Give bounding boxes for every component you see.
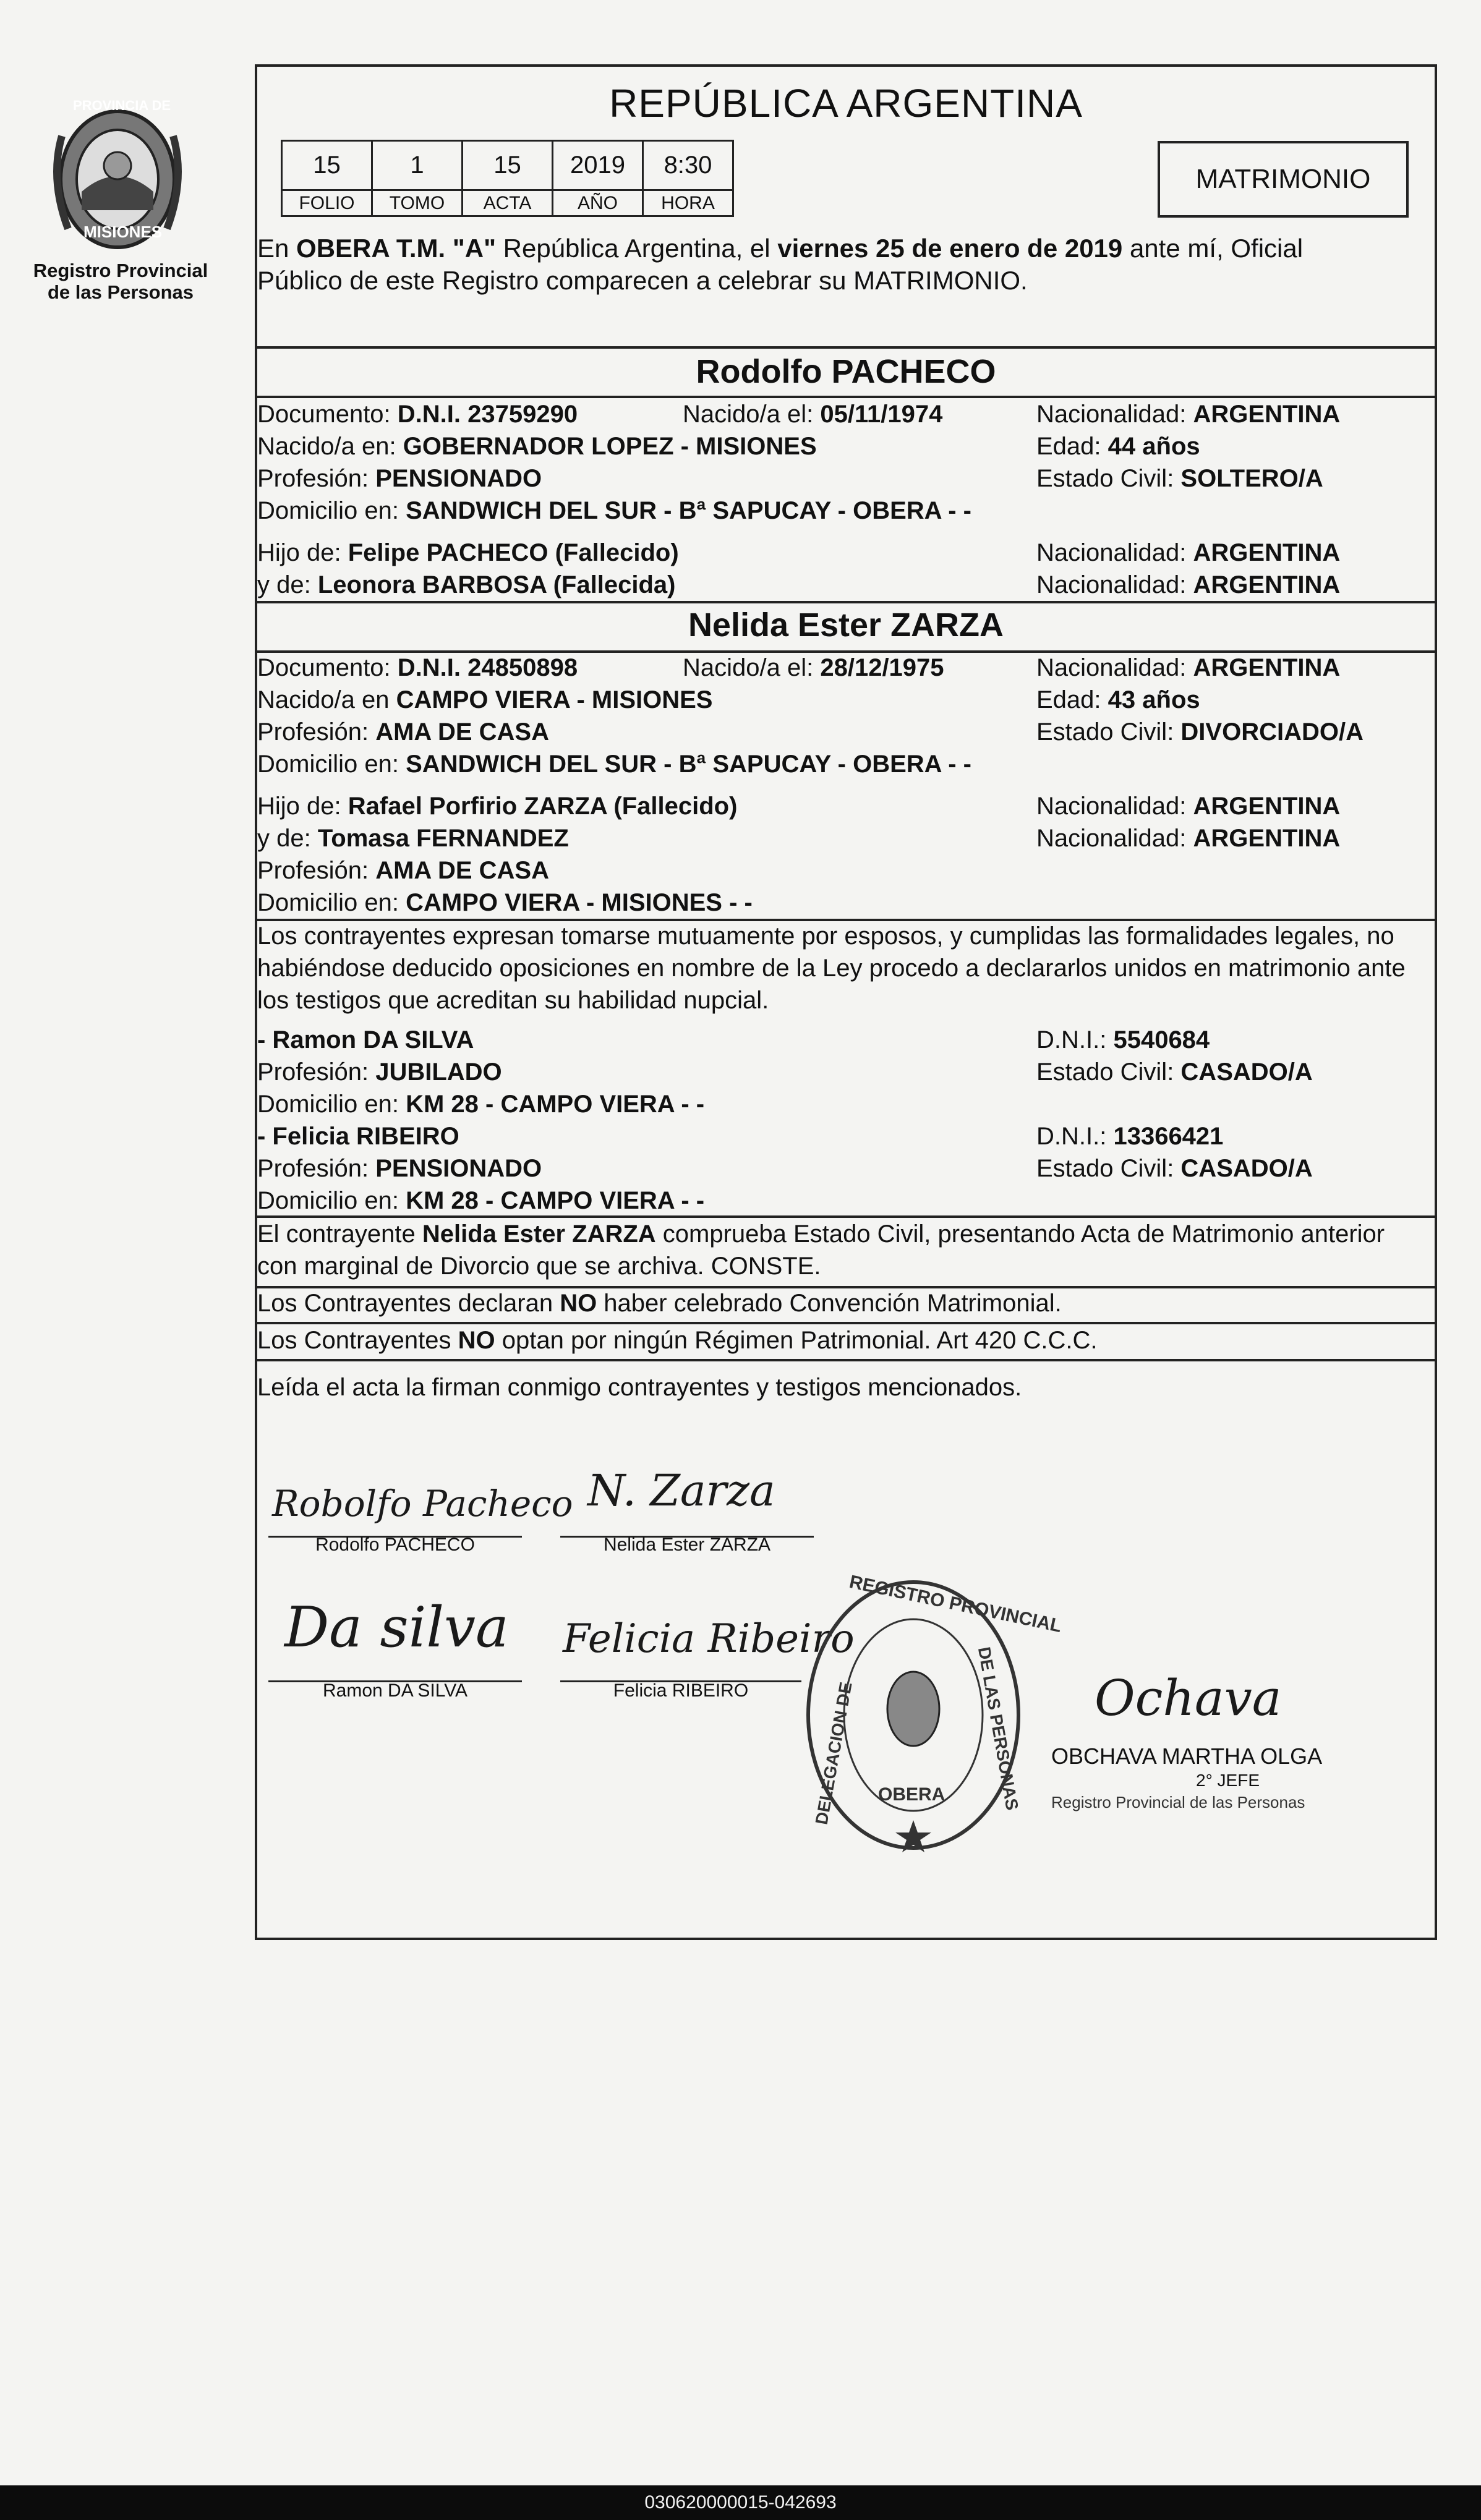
intro-line1 — [257, 232, 1303, 265]
intro-line2: Público de este Registro comparecen a celebrar su MATRIMONIO. — [257, 266, 1028, 295]
label: y de: — [257, 825, 318, 852]
anio-label: AÑO — [553, 190, 643, 216]
label: Domicilio en: — [257, 751, 406, 778]
witness1-dni — [1036, 1024, 1210, 1056]
folio-label: FOLIO — [282, 190, 372, 216]
groom-place: GOBERNADOR LOPEZ - MISIONES — [403, 433, 817, 460]
groom-profession — [257, 462, 542, 495]
groom-civil-status — [1036, 462, 1323, 495]
groom-mother-nationality — [1036, 569, 1340, 601]
label: Documento: — [257, 654, 398, 681]
witness1-profession — [257, 1056, 502, 1088]
label: y de: — [257, 571, 318, 598]
groom-name: Rodolfo PACHECO — [696, 353, 996, 390]
bride-dom: SANDWICH DEL SUR - Bª SAPUCAY - OBERA - - — [406, 751, 971, 778]
witness2-name — [257, 1120, 459, 1152]
bride-mother-name: Tomasa FERNANDEZ — [317, 825, 569, 852]
groom-father-nationality — [1036, 537, 1340, 569]
groom-nationality — [1036, 398, 1340, 430]
groom-father — [257, 537, 679, 569]
witness1-signature-label: Ramon DA SILVA — [323, 1680, 467, 1701]
bride-mother-prof: AMA DE CASA — [375, 857, 549, 884]
label: Nacionalidad: — [1036, 539, 1193, 566]
civil-note-a: El contrayente — [257, 1220, 422, 1248]
bride-nationality — [1036, 652, 1340, 684]
official-signature: Ochava — [1095, 1669, 1282, 1727]
logo-line1: Registro Provincial — [33, 260, 208, 281]
convention-a2: Los Contrayentes — [257, 1327, 458, 1354]
document-code: 030620000015-042693 — [0, 2485, 1481, 2520]
hora-value: 8:30 — [643, 141, 733, 190]
declaration-line1: Los contrayentes expresan tomarse mutuamente por esposos, y cumplidas las formalidades legales, no — [257, 922, 1394, 950]
label: Nacionalidad: — [1036, 654, 1193, 681]
label: Profesión: — [257, 718, 376, 746]
closing-text: Leída el acta la firman conmigo contrayentes y testigos mencionados. — [257, 1374, 1022, 1401]
intro-text-c: ante mí, Oficial — [1122, 234, 1304, 263]
label: Nacionalidad: — [1036, 825, 1193, 852]
label: Profesión: — [257, 1155, 376, 1182]
groom-dni: D.N.I. 23759290 — [397, 401, 578, 428]
label: Profesión: — [257, 465, 376, 492]
stamp-top-text: REGISTRO PROVINCIAL — [847, 1571, 1064, 1637]
label: Edad: — [1036, 686, 1108, 713]
logo-line2: de las Personas — [47, 281, 194, 303]
convention-no2: NO — [458, 1327, 495, 1354]
groom-dom: SANDWICH DEL SUR - Bª SAPUCAY - OBERA - - — [406, 497, 971, 524]
divider — [255, 346, 1437, 349]
label: Domicilio en: — [257, 1187, 406, 1214]
groom-father-nat: ARGENTINA — [1193, 539, 1341, 566]
label: Estado Civil: — [1036, 1058, 1181, 1086]
bride-age-value: 43 años — [1108, 686, 1200, 713]
witness1-civil: CASADO/A — [1180, 1058, 1313, 1086]
witness1-civil-status — [1036, 1056, 1313, 1088]
label: Nacido/a el: — [683, 654, 821, 681]
anio-value: 2019 — [553, 141, 643, 190]
label: Domicilio en: — [257, 889, 406, 916]
label: Estado Civil: — [1036, 465, 1181, 492]
convention-b2: optan por ningún Régimen Patrimonial. Art 420 C.C.C. — [495, 1327, 1098, 1354]
bride-mother-profession — [257, 854, 549, 887]
groom-signature-label: Rodolfo PACHECO — [315, 1535, 475, 1555]
groom-birthdate — [683, 398, 942, 430]
intro-text-b: República Argentina, el — [495, 234, 778, 263]
label: Hijo de: — [257, 539, 348, 566]
bride-mother-dom: CAMPO VIERA - MISIONES - - — [406, 889, 753, 916]
bride-name: Nelida Ester ZARZA — [688, 607, 1004, 644]
witness2-prof: PENSIONADO — [375, 1155, 542, 1182]
bride-mother — [257, 822, 569, 854]
groom-mother-name: Leonora BARBOSA (Fallecida) — [317, 571, 676, 598]
bride-father-nationality — [1036, 790, 1340, 822]
groom-signature: Robolfo Pacheco — [272, 1483, 573, 1525]
bride-signature: N. Zarza — [587, 1465, 775, 1516]
bride-civil-status — [1036, 716, 1364, 748]
label: Nacionalidad: — [1036, 571, 1193, 598]
official-role: 2° JEFE — [1196, 1771, 1260, 1790]
tomo-value: 1 — [372, 141, 463, 190]
civil-note-name: Nelida Ester ZARZA — [422, 1220, 656, 1248]
label: Nacionalidad: — [1036, 401, 1193, 428]
bride-mother-nationality — [1036, 822, 1340, 854]
groom-document — [257, 398, 578, 430]
bride-age — [1036, 684, 1200, 716]
official-office: Registro Provincial de las Personas — [1051, 1793, 1305, 1811]
stamp-city-text: OBERA — [878, 1784, 945, 1805]
bride-birthplace — [257, 684, 713, 716]
bride-document — [257, 652, 578, 684]
intro-date: viernes 25 de enero de 2019 — [777, 234, 1123, 263]
folio-value: 15 — [282, 141, 372, 190]
acta-label: ACTA — [463, 190, 553, 216]
bride-place: CAMPO VIERA - MISIONES — [396, 686, 713, 713]
label: Nacido/a el: — [683, 401, 821, 428]
certificate-type-box: MATRIMONIO — [1158, 141, 1409, 218]
label: Edad: — [1036, 433, 1108, 460]
label: Hijo de: — [257, 793, 348, 820]
witness2-dni-value: 13366421 — [1113, 1123, 1224, 1150]
convention-no1: NO — [560, 1290, 597, 1317]
bride-profession — [257, 716, 549, 748]
logo-seal-text-top: PROVINCIA DE — [73, 98, 171, 113]
witness2-signature: Felicia Ribeiro — [563, 1616, 855, 1662]
groom-age — [1036, 430, 1200, 462]
label: Domicilio en: — [257, 1091, 406, 1118]
witness1-dom: KM 28 - CAMPO VIERA - - — [406, 1091, 705, 1118]
civil-note-line2: con marginal de Divorcio que se archiva. CONSTE. — [257, 1253, 821, 1280]
bride-civil: DIVORCIADO/A — [1180, 718, 1364, 746]
witness1-prof: JUBILADO — [375, 1058, 502, 1086]
witness2-profession — [257, 1152, 542, 1185]
declaration-line3: los testigos que acreditan su habilidad nupcial. — [257, 987, 769, 1014]
witness2-civil-status — [1036, 1152, 1313, 1185]
bride-signature-label: Nelida Ester ZARZA — [603, 1535, 771, 1555]
groom-civil: SOLTERO/A — [1180, 465, 1323, 492]
official-name: OBCHAVA MARTHA OLGA — [1051, 1743, 1323, 1769]
hora-label: HORA — [643, 190, 733, 216]
witness1-address — [257, 1088, 704, 1120]
label: Nacionalidad: — [1036, 793, 1193, 820]
label: Profesión: — [257, 1058, 376, 1086]
bride-birthdate — [683, 652, 944, 684]
page-title: REPÚBLICA ARGENTINA — [609, 81, 1083, 126]
groom-mother-nat: ARGENTINA — [1193, 571, 1341, 598]
label: Nacido/a en — [257, 686, 396, 713]
tomo-label: TOMO — [372, 190, 463, 216]
groom-father-name: Felipe PACHECO (Fallecido) — [348, 539, 679, 566]
label: D.N.I.: — [1036, 1026, 1114, 1054]
witness2-dni — [1036, 1120, 1223, 1152]
groom-mother — [257, 569, 675, 601]
bride-prof: AMA DE CASA — [375, 718, 549, 746]
divider — [255, 1359, 1437, 1361]
registry-table — [281, 140, 734, 217]
civil-note-b: comprueba Estado Civil, presentando Acta de Matrimonio anterior — [655, 1220, 1385, 1248]
civil-note-line1 — [257, 1218, 1385, 1250]
bride-mother-address — [257, 887, 753, 919]
label: Documento: — [257, 401, 398, 428]
label: Domicilio en: — [257, 497, 406, 524]
province-seal-logo — [37, 87, 198, 272]
bride-nat: ARGENTINA — [1193, 654, 1341, 681]
bride-father-nat: ARGENTINA — [1193, 793, 1341, 820]
witness2-signature-label: Felicia RIBEIRO — [613, 1680, 749, 1701]
label: Nacido/a en: — [257, 433, 403, 460]
divider — [255, 601, 1437, 603]
witness1-name-value: - Ramon DA SILVA — [257, 1026, 474, 1054]
label: Profesión: — [257, 857, 376, 884]
convention-line1 — [257, 1287, 1062, 1319]
label: Estado Civil: — [1036, 718, 1181, 746]
bride-dni: D.N.I. 24850898 — [397, 654, 578, 681]
groom-prof: PENSIONADO — [375, 465, 542, 492]
label: Estado Civil: — [1036, 1155, 1181, 1182]
bride-father — [257, 790, 737, 822]
stamp-left-text: DELEGACION DE — [811, 1680, 856, 1826]
label: D.N.I.: — [1036, 1123, 1114, 1150]
bride-address — [257, 748, 971, 780]
groom-born: 05/11/1974 — [820, 401, 943, 428]
witness1-name — [257, 1024, 474, 1056]
intro-place: OBERA T.M. "A" — [296, 234, 496, 263]
stamp-right-text: DE LAS PERSONAS — [974, 1645, 1022, 1812]
bride-born: 28/12/1975 — [820, 654, 944, 681]
acta-value: 15 — [463, 141, 553, 190]
registry-logo-caption — [19, 260, 223, 303]
convention-a1: Los Contrayentes declaran — [257, 1290, 560, 1317]
convention-line2 — [257, 1324, 1098, 1356]
witness1-dni-value: 5540684 — [1113, 1026, 1210, 1054]
groom-age-value: 44 años — [1108, 433, 1200, 460]
bride-mother-nat: ARGENTINA — [1193, 825, 1341, 852]
groom-address — [257, 495, 971, 527]
witness2-dom: KM 28 - CAMPO VIERA - - — [406, 1187, 705, 1214]
witness2-civil: CASADO/A — [1180, 1155, 1313, 1182]
groom-nat: ARGENTINA — [1193, 401, 1341, 428]
witness2-address — [257, 1185, 704, 1217]
witness2-name-value: - Felicia RIBEIRO — [257, 1123, 459, 1150]
convention-b1: haber celebrado Convención Matrimonial. — [597, 1290, 1062, 1317]
declaration-line2: habiéndose deducido oposiciones en nombre de la Ley procedo a declararlos unidos en matrimonio ante — [257, 955, 1406, 982]
logo-seal-text-bottom: MISIONES — [83, 223, 163, 241]
intro-text-a: En — [257, 234, 297, 263]
bride-father-name: Rafael Porfirio ZARZA (Fallecido) — [348, 793, 738, 820]
witness1-signature: Da silva — [284, 1595, 509, 1660]
groom-birthplace — [257, 430, 817, 462]
